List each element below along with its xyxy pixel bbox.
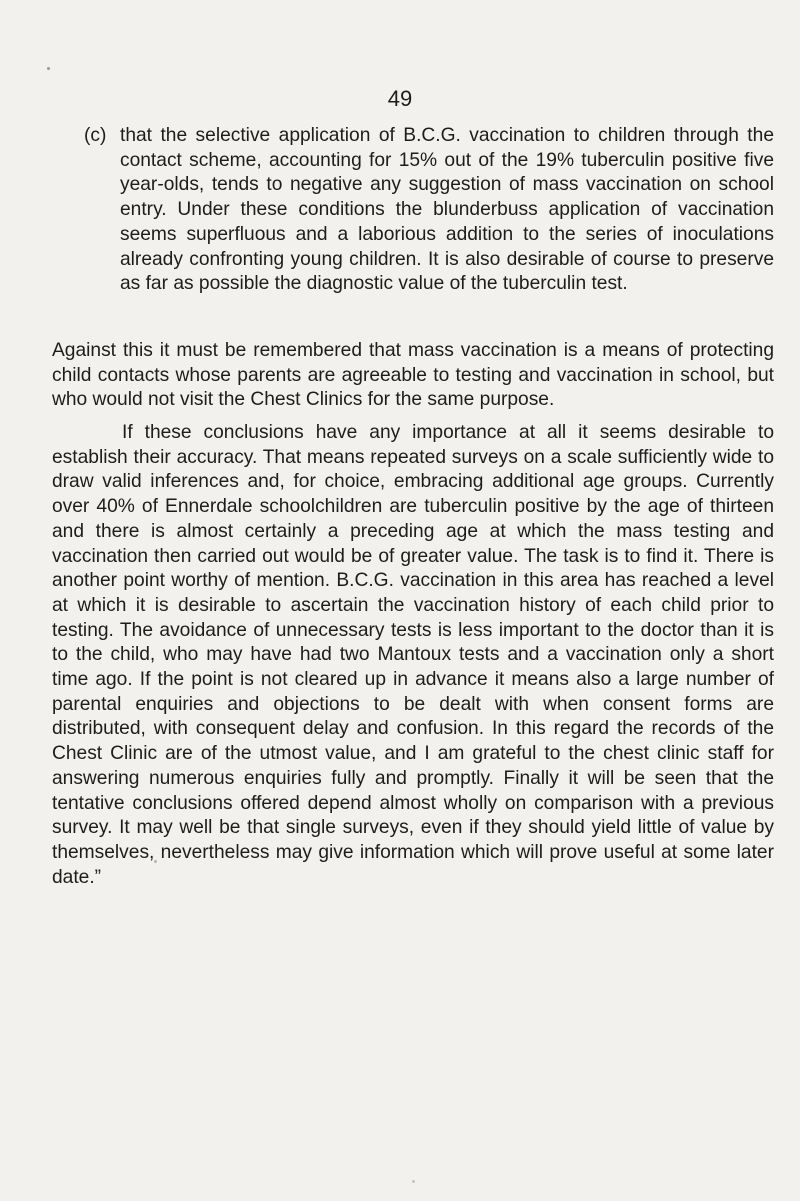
paper-speck xyxy=(47,67,50,70)
page-number: 49 xyxy=(387,86,413,111)
body-paragraph: If these conclusions have any importance at all it seems desirable to establish their accuracy. That means repeated surveys on a scale sufficiently wide to draw valid inferences and, for choice, embracing additional age groups. Currently over 40% of Ennerdale schoolchildren are tuberculin positive by the age of thirteen and there is almost certainly a preceding age at which the mass testing and vaccination then carried out would be of greater value. The task is to find it. There is another point worthy of mention. B.C.G. vaccination in this area has reached a level at which it is desirable to ascertain the vaccination history of each child prior to testing. The avoidance of unnecessary tests is less important to the doctor than it is to the child, who may have had two Mantoux tests and a vaccination only a short time ago. If the point is not cleared up in advance it means also a large number of parental enquiries and objections to be dealt with when consent forms are distributed, with consequent delay and confusion. In this regard the records of the Chest Clinic are of the utmost value, and I am grateful to the chest clinic staff for answering numerous enquiries fully and promptly. Finally it will be seen that the tentative conclusions offered depend almost wholly on comparison with a previous survey. It may well be that single surveys, even if they should yield little of value by themselves, nevertheless may give information which will prove useful at some later date.” xyxy=(52,422,774,888)
list-item-c xyxy=(84,124,774,297)
list-item-text: that the selective application of B.C.G. vaccination to children through the contact scheme, accounting for 15% out of the 19% tuberculin positive five year-olds, tends to negative any suggestion of mass vaccination on school entry. Under these conditions the blunderbuss application of vaccination seems superfluous and a laborious addition to the series of inoculations already confronting young children. It is also desirable of course to preserve as far as possible the diagnostic value of the tuberculin test. xyxy=(120,125,774,295)
paper-speck xyxy=(412,1180,415,1183)
body-paragraph: Against this it must be remembered that mass vaccination is a means of protecting child contacts whose parents are agreeable to testing and vaccination in school, but who would not visit the Chest Clinics for the same purpose. xyxy=(52,340,774,411)
list-item-label: (c) xyxy=(84,125,107,146)
